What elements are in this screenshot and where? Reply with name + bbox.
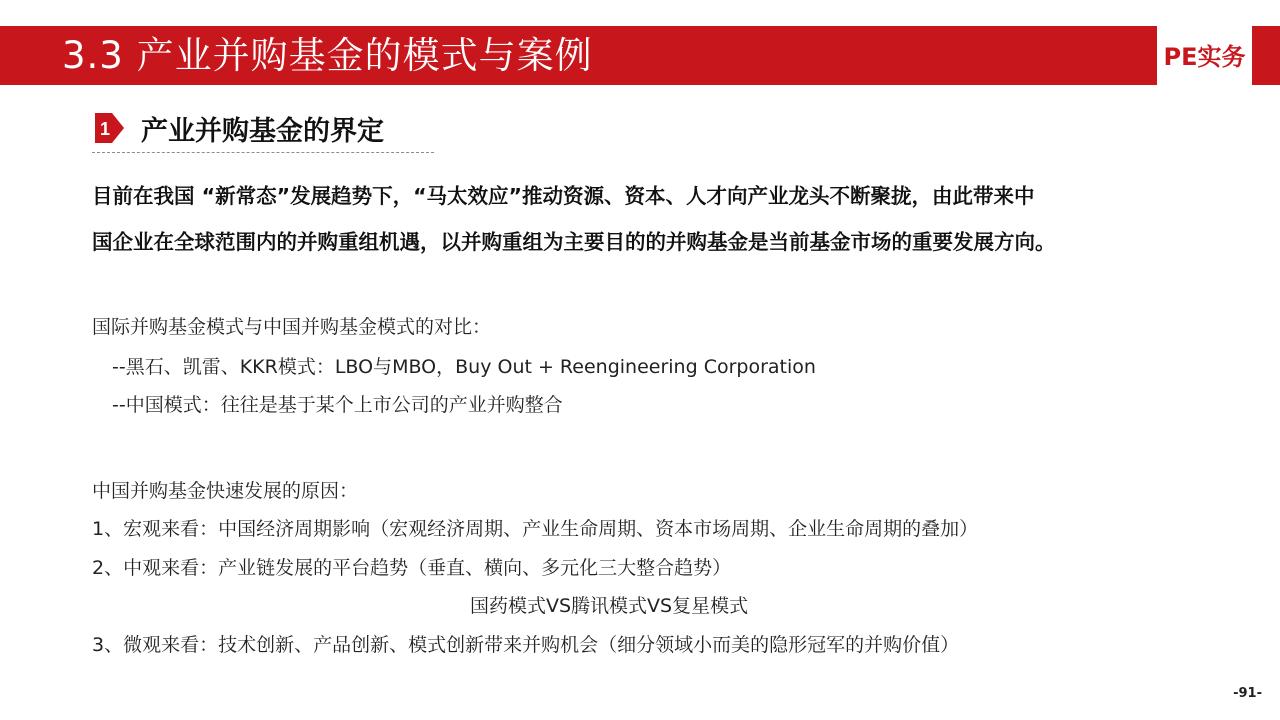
- page-number: -91-: [1233, 686, 1262, 701]
- reason-meso-example: 国药模式VS腾讯模式VS复星模式: [470, 595, 749, 617]
- comparison-item-china: --中国模式：往往是基于某个上市公司的产业并购整合: [112, 394, 563, 416]
- section-number: 1: [99, 119, 111, 139]
- reasons-heading: 中国并购基金快速发展的原因：: [92, 480, 359, 502]
- brand-box: [1157, 26, 1252, 85]
- comparison-item-international: --黑石、凯雷、KKR模式：LBO与MBO，Buy Out + Reengineering Corporation: [112, 356, 816, 378]
- section-number-badge: [92, 111, 126, 145]
- reason-macro: 1、宏观来看：中国经济周期影响（宏观经济周期、产业生命周期、资本市场周期、企业生命周期的叠加）: [92, 518, 979, 540]
- brand-logo-text: PE实务: [1163, 43, 1246, 71]
- reason-meso: 2、中观来看：产业链发展的平台趋势（垂直、横向、多元化三大整合趋势）: [92, 557, 732, 579]
- page-title: 3.3 产业并购基金的模式与案例: [62, 34, 593, 77]
- section-title-underline: [92, 152, 434, 153]
- comparison-heading: 国际并购基金模式与中国并购基金模式的对比：: [92, 316, 492, 338]
- intro-line-1: 目前在我国 “新常态”发展趋势下，“马太效应”推动资源、资本、人才向产业龙头不断聚拢，由此带来中: [92, 184, 1035, 208]
- section-title: 产业并购基金的界定: [141, 116, 384, 147]
- intro-line-2: 国企业在全球范围内的并购重组机遇，以并购重组为主要目的的并购基金是当前基金市场的重要发展方向。: [92, 230, 1056, 254]
- reason-micro: 3、微观来看：技术创新、产品创新、模式创新带来并购机会（细分领域小而美的隐形冠军的并购价值）: [92, 634, 960, 656]
